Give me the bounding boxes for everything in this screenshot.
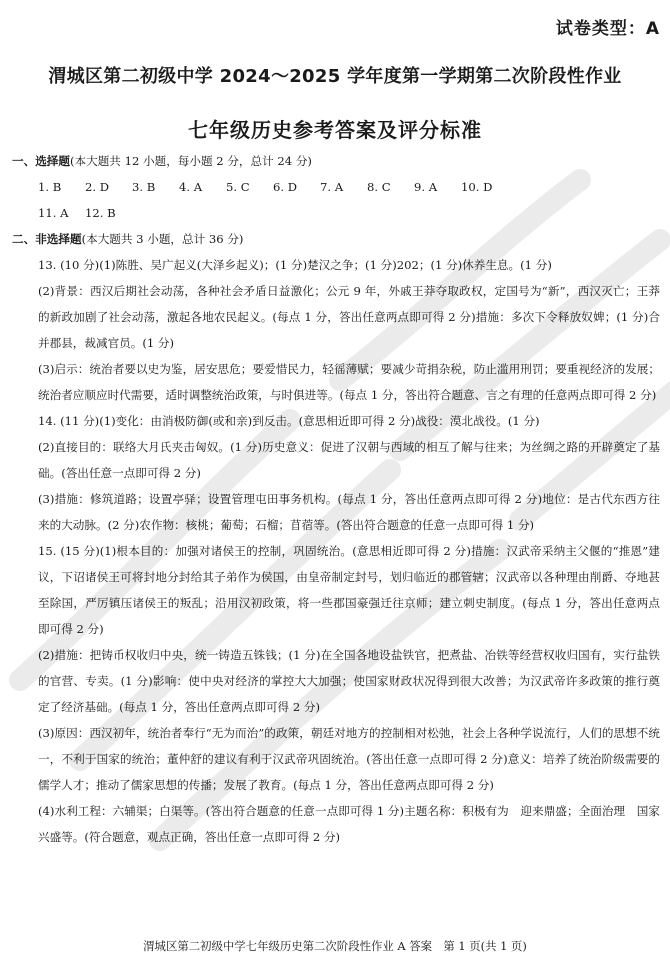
q14-part-1: 14. (11 分)(1)变化：由消极防御(或和亲)到反击。(意思相近即可得 2 分)战役：漠北战役。(1 分) xyxy=(38,414,540,428)
q13-part-2: (2)背景：西汉后期社会动荡，各种社会矛盾日益激化；公元 9 年，外戚王莽夺取政权，定国号为“新”，西汉灭亡；王莽的新政加剧了社会动荡，激起各地农民起义。(每点 1 分，答出任意两点即可得 2 分)措施：多次下令释放奴婢；(1 分)合并郡县，裁减官员。(1 分) xyxy=(38,284,660,350)
choice-answer: 3. B xyxy=(132,180,156,194)
choice-answer: 4. A xyxy=(179,180,203,194)
choice-answer: 9. A xyxy=(414,180,438,194)
choice-answer: 1. B xyxy=(38,180,62,194)
q15-part-3: (3)原因：西汉初年，统治者奉行“无为而治”的政策，朝廷对地方的控制相对松弛，社会上各种学说流行，人们的思想不统一，不利于国家的统治；董仲舒的建议有利于汉武帝巩固统治。(答出任意一点即可得 2 分)意义：培养了统治阶级需要的儒学人才；推动了儒家思想的传播；发展了教育。(每点 1 分，答出任意两点即可得 2 分) xyxy=(38,726,660,792)
choice-answer: 5. C xyxy=(226,180,250,194)
section-1-title: 一、选择题 xyxy=(12,154,70,168)
choice-answer: 2. D xyxy=(85,180,110,194)
section-1-heading xyxy=(12,148,660,174)
section-1-note: (本大题共 12 小题，每小题 2 分，总计 24 分) xyxy=(69,154,312,168)
section-2-title: 二、非选择题 xyxy=(12,232,82,246)
section-2-note: (本大题共 3 小题，总计 36 分) xyxy=(81,232,244,246)
choice-answer: 12. B xyxy=(85,206,116,220)
choice-answer: 7. A xyxy=(320,180,344,194)
answer-content xyxy=(12,148,660,850)
choice-answer: 6. D xyxy=(273,180,298,194)
q14-part-2: (2)直接目的：联络大月氏夹击匈奴。(1 分)历史意义：促进了汉朝与西域的相互了解与往来；为丝绸之路的开辟奠定了基础。(答出任意一点即可得 2 分) xyxy=(38,440,660,480)
q13-part-3: (3)启示：统治者要以史为鉴，居安思危；要爱惜民力，轻徭薄赋；要减少苛捐杂税，防止滥用刑罚；要重视经济的发展；统治者应顺应时代需要，适时调整统治政策，与时俱进等。(每点 1 分，答出符合题意、言之有理的任意两点即可得 2 分) xyxy=(38,362,660,402)
choice-answers-row-1 xyxy=(12,174,660,200)
choice-answer: 8. C xyxy=(367,180,391,194)
q13-part-1: 13. (10 分)(1)陈胜、吴广起义(大泽乡起义)；(1 分)楚汉之争；(1 分)202；(1 分)休养生息。(1 分) xyxy=(38,258,552,272)
document-subtitle: 七年级历史参考答案及评分标准 xyxy=(188,118,482,142)
q14-part-3: (3)措施：修筑道路；设置亭驿；设置管理屯田事务机构。(每点 1 分，答出任意两点即可得 2 分)地位：是古代东西方往来的大动脉。(2 分)农作物：核桃；葡萄；石榴；苜蓿等。(答出符合题意的任意一点即可得 1 分) xyxy=(38,492,660,532)
page-footer: 渭城区第二初级中学七年级历史第二次阶段性作业 A 答案 第 1 页(共 1 页) xyxy=(143,939,527,953)
document-title: 渭城区第二初级中学 2024～2025 学年度第一学期第二次阶段性作业 xyxy=(48,66,622,87)
section-2-heading xyxy=(12,226,660,252)
choice-answers-row-2 xyxy=(12,200,660,226)
q15-part-2: (2)措施：把铸币权收归中央，统一铸造五铢钱；(1 分)在全国各地设盐铁官，把煮盐、冶铁等经营权收归国有，实行盐铁的官营、专卖。(1 分)影响：使中央对经济的掌控大大加强；使国家财政状况得到很大改善；为汉武帝许多政策的推行奠定了经济基础。(每点 1 分，答出任意两点即可得 2 分) xyxy=(38,648,660,714)
choice-answer: 11. A xyxy=(38,206,69,220)
q15-part-4: (4)水利工程：六辅渠；白渠等。(答出符合题意的任意一点即可得 1 分)主题名称：积极有为 迎来鼎盛；全面治理 国家兴盛等。(符合题意，观点正确，答出任意一点即可得 2 分) xyxy=(38,804,660,844)
q15-part-1: 15. (15 分)(1)根本目的：加强对诸侯王的控制，巩固统治。(意思相近即可得 2 分)措施：汉武帝采纳主父偃的“推恩”建议，下诏诸侯王可将封地分封给其子弟作为侯国，由皇帝制定封号，划归临近的郡管辖；汉武帝以各种理由削爵、夺地甚至除国，严厉镇压诸侯王的叛乱；沿用汉初政策，将一些郡国豪强迁往京师；建立刺史制度。(每点 1 分，答出任意两点即可得 2 分) xyxy=(38,544,660,636)
choice-answer: 10. D xyxy=(461,180,493,194)
paper-type-label: 试卷类型：A xyxy=(555,19,660,39)
